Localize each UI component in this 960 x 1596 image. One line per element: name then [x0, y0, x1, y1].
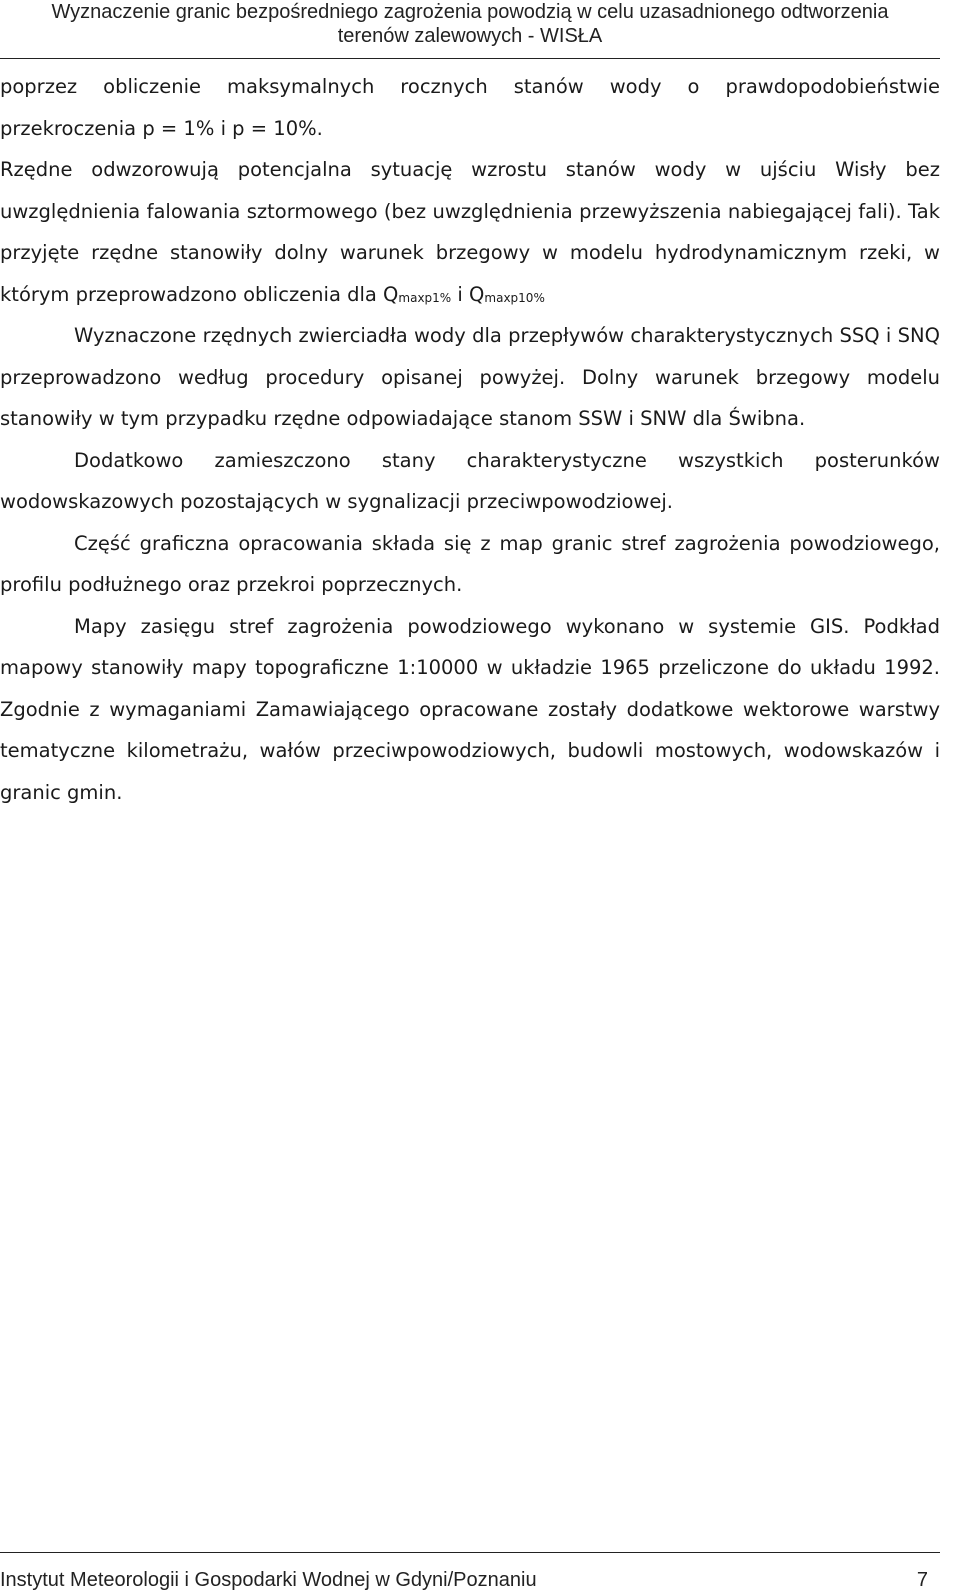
header-title-line-1: Wyznaczenie granic bezpośredniego zagrożenia powodzią w celu uzasadnionego odtworzenia — [51, 1, 889, 23]
q-max-p1-symbol — [383, 283, 451, 306]
header-divider — [0, 58, 940, 59]
header-title-line-2: terenów zalewowych - WISŁA — [337, 25, 603, 47]
paragraph-continuation: poprzez obliczenie maksymalnych rocznych stanów wody o prawdopodobieństwie przekroczenia p = 1% i p = 10%. — [0, 75, 940, 140]
footer-institution: Instytut Meteorologii i Gospodarki Wodnej w Gdyni/Poznaniu — [0, 1569, 537, 1591]
page-header — [0, 0, 960, 62]
paragraph-gis-maps: Mapy zasięgu stref zagrożenia powodziowego wykonano w systemie GIS. Podkład mapowy stanowiły mapy topograficzne 1:10000 w układzie 1965 przeliczone do układu 1992. Zgodnie z wymaganiami Zamawiającego opracowane zostały dodatkowe wektorowe warstwy tematyczne kilometrażu, wałów przeciwpowodziowych, budowli mostowych, wodowskazów i granic gmin. — [0, 614, 940, 804]
q-max-p10-symbol — [469, 283, 545, 306]
q-subscript: maxp10% — [484, 290, 545, 305]
document-body — [0, 66, 940, 813]
paragraph-boundary-text: Rzędne odwzorowują potencjalna sytuację wzrostu stanów wody w ujściu Wisły bez uwzględnienia falowania sztormowego (bez uwzględnienia przewyższenia nabiegającej fali). Tak przyjęte rzędne stanowiły dolny warunek brzegowy w modelu hydrodynamicznym rzeki, w którym przeprowadzono obliczenia dla — [0, 158, 940, 306]
paragraph-characteristic-flows: Wyznaczone rzędnych zwierciadła wody dla przepływów charakterystycznych SSQ i SNQ przeprowadzono według procedury opisanej powyżej. Dolny warunek brzegowy modelu stanowiły w tym przypadku rzędne odpowiadające stanom SSW i SNW dla Świbna. — [0, 324, 940, 430]
page-number: 7 — [916, 1569, 928, 1591]
footer-divider — [0, 1552, 940, 1553]
paragraph-gauge-stations: Dodatkowo zamieszczono stany charakterystyczne wszystkich posterunków wodowskazowych pozostających w sygnalizacji przeciwpowodziowej. — [0, 448, 940, 513]
conjunction: i — [451, 282, 470, 306]
paragraph-boundary-condition — [0, 149, 940, 315]
q-symbol: Q — [383, 282, 399, 306]
paragraph-graphic-part: Część graficzna opracowania składa się z map granic stref zagrożenia powodziowego, profilu podłużnego oraz przekroi poprzecznych. — [0, 531, 940, 596]
q-symbol: Q — [469, 282, 485, 306]
q-subscript: maxp1% — [398, 290, 452, 305]
